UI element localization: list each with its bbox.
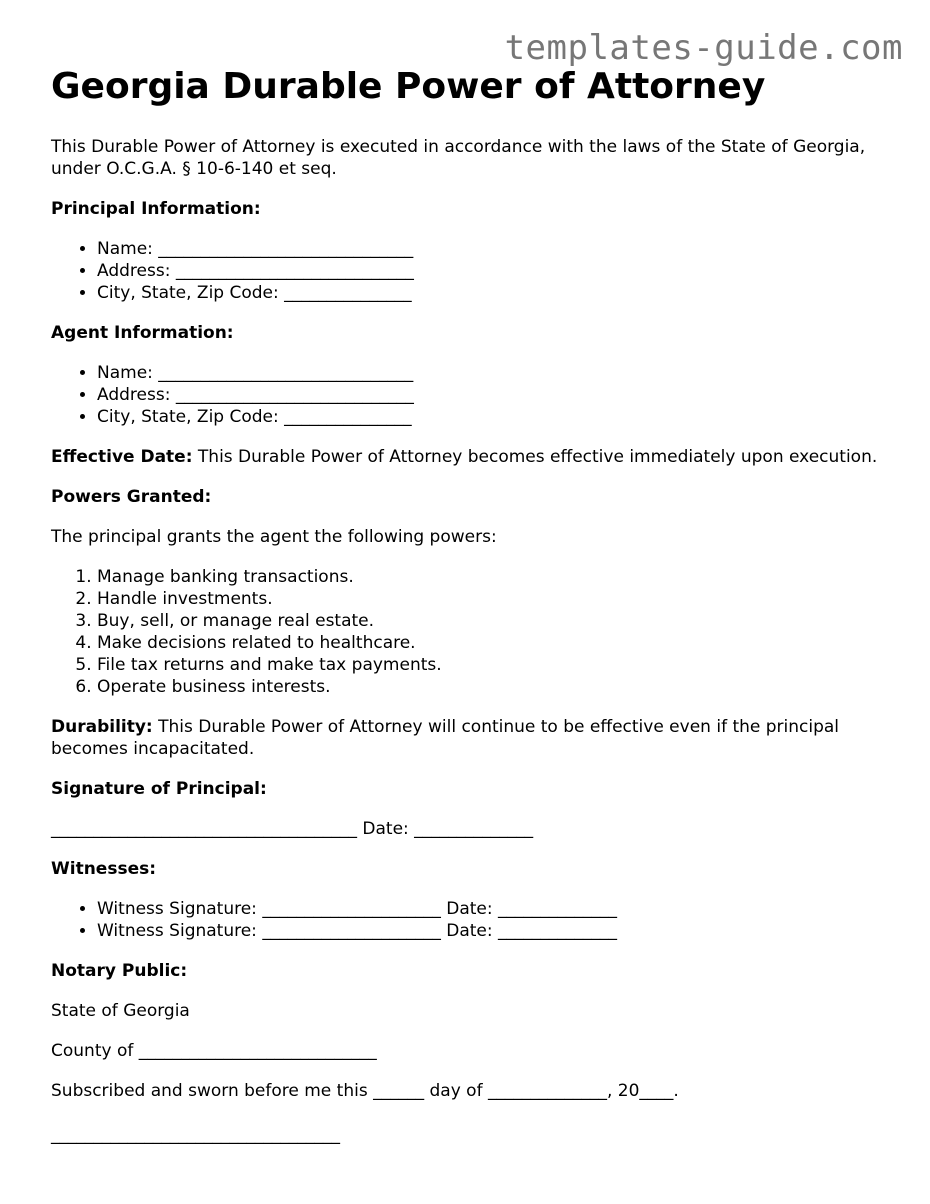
power-item: 6. Operate business interests. — [97, 676, 881, 698]
durability-label: Durability: — [51, 717, 153, 737]
power-item: 2. Handle investments. — [97, 588, 881, 610]
principal-signature-line: ____________________________________ Date: ______________ — [51, 819, 534, 839]
agent-address-field: • Address: ____________________________ — [97, 384, 881, 406]
intro-paragraph: This Durable Power of Attorney is executed in accordance with the laws of the State of Georgia, under O.C.G.A. § 10-6-140 et seq. — [51, 137, 866, 179]
effective-date-text: This Durable Power of Attorney becomes effective immediately upon execution. — [192, 447, 878, 467]
effective-date-paragraph — [51, 446, 881, 468]
durability-paragraph — [51, 716, 881, 760]
principal-address-field: • Address: ____________________________ — [97, 260, 881, 282]
witnesses-heading-text: Witnesses: — [51, 859, 157, 879]
principal-heading — [51, 198, 881, 220]
durability-text: This Durable Power of Attorney will continue to be effective even if the principal becomes incapacitated. — [51, 717, 840, 759]
principal-fields — [51, 238, 881, 304]
agent-name-field: • Name: ______________________________ — [97, 362, 881, 384]
notary-heading-text: Notary Public: — [51, 961, 188, 981]
notary-subscribed: Subscribed and sworn before me this ______ day of ______________, 20____. — [51, 1081, 679, 1101]
agent-fields — [51, 362, 881, 428]
effective-date-label: Effective Date: — [51, 447, 193, 467]
document-title: Georgia Durable Power of Attorney — [51, 66, 766, 107]
witness-signature-line: • Witness Signature: _____________________ Date: ______________ — [97, 898, 881, 920]
document-page — [51, 64, 881, 1146]
power-item: 4. Make decisions related to healthcare. — [97, 632, 881, 654]
notary-heading — [51, 960, 881, 982]
powers-heading — [51, 486, 881, 508]
witness-signature-line: • Witness Signature: _____________________ Date: ______________ — [97, 920, 881, 942]
power-item: 3. Buy, sell, or manage real estate. — [97, 610, 881, 632]
powers-intro: The principal grants the agent the following powers: — [51, 527, 497, 547]
powers-list — [51, 566, 881, 698]
notary-signature-line: __________________________________ — [51, 1125, 340, 1145]
notary-county: County of ____________________________ — [51, 1041, 377, 1061]
agent-heading-text: Agent Information: — [51, 323, 234, 343]
witnesses-heading — [51, 858, 881, 880]
principal-name-field: • Name: ______________________________ — [97, 238, 881, 260]
principal-city-state-zip-field: • City, State, Zip Code: _______________ — [97, 282, 881, 304]
power-item: 5. File tax returns and make tax payments. — [97, 654, 881, 676]
power-item: 1. Manage banking transactions. — [97, 566, 881, 588]
agent-heading — [51, 322, 881, 344]
witnesses-list — [51, 898, 881, 942]
watermark: templates-guide.com — [504, 28, 903, 68]
principal-heading-text: Principal Information: — [51, 199, 261, 219]
powers-heading-text: Powers Granted: — [51, 487, 212, 507]
agent-city-state-zip-field: • City, State, Zip Code: _______________ — [97, 406, 881, 428]
signature-heading-text: Signature of Principal: — [51, 779, 267, 799]
signature-heading — [51, 778, 881, 800]
notary-state: State of Georgia — [51, 1001, 190, 1021]
